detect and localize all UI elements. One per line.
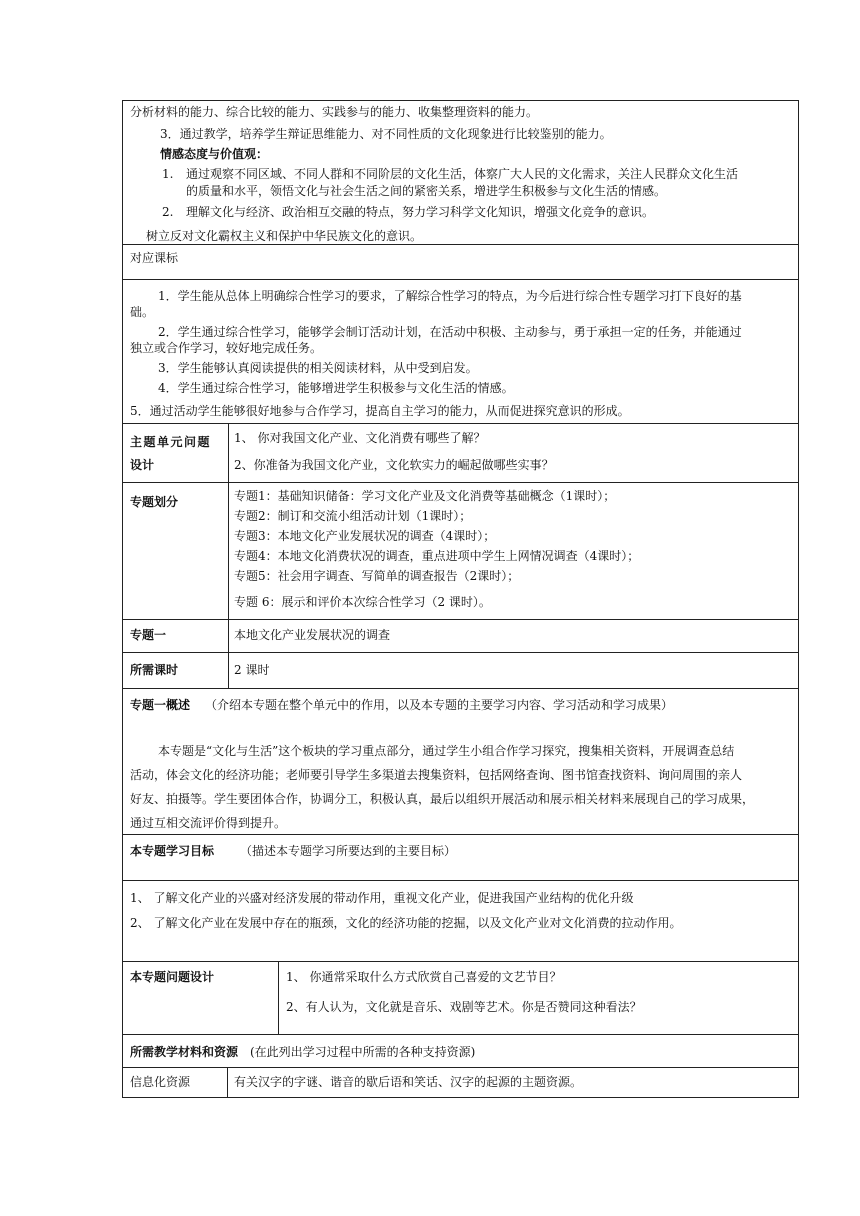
standard-item: 4．学生通过综合性学习，能够增进学生积极参与文化生活的情感。 bbox=[158, 381, 514, 395]
topic-item: 专题2：制订和交流小组活动计划（1课时）； bbox=[234, 509, 472, 523]
standard-item: 5．通过活动学生能够很好地参与合作学习，提高自主学习的能力，从而促进探究意识的形成。 bbox=[130, 404, 630, 418]
topic-division-label: 专题划分 bbox=[130, 495, 179, 509]
row-divider bbox=[122, 619, 799, 620]
row-divider bbox=[122, 482, 799, 483]
row-divider bbox=[122, 1067, 799, 1068]
standard-item: 1．学生能从总体上明确综合性学习的要求，了解综合性学习的特点，为今后进行综合性专题学习打下良好的基 bbox=[158, 289, 742, 303]
resources-hint: (在此列出学习过程中所需的各种支持资源) bbox=[250, 1045, 476, 1059]
column-divider bbox=[228, 423, 229, 688]
objective-line: 树立反对文化霸权主义和保护中华民族文化的意识。 bbox=[146, 229, 423, 243]
goals-hint: （描述本专题学习所要达到的主要目标） bbox=[240, 844, 457, 858]
overview-text: 好友、拍摄等。学生要团体合作，协调分工，积极认真，最后以组织开展活动和展示相关材料来展现自己的学习成果， bbox=[130, 792, 755, 806]
unit-question: 2、你准备为我国文化产业，文化软实力的崛起做哪些实事？ bbox=[234, 458, 554, 472]
row-divider bbox=[122, 961, 799, 962]
unit-question: 1、 你对我国文化产业、文化消费有哪些了解？ bbox=[234, 431, 486, 445]
values-item-number: 2. bbox=[162, 205, 174, 219]
standard-item: 2．学生通过综合性学习，能够学会制订活动计划，在活动中积极、主动参与，勇于承担一定的任务，并能通过 bbox=[158, 325, 742, 339]
row-divider bbox=[122, 423, 799, 424]
resources-label: 所需教学材料和资源 bbox=[130, 1045, 239, 1059]
topic-item: 专题5：社会用字调查、写简单的调查报告（2课时）； bbox=[234, 569, 520, 583]
topic-question: 1、 你通常采取什么方式欣赏自己喜爱的文艺节目？ bbox=[286, 970, 562, 984]
goal-item: 1、 了解文化产业的兴盛对经济发展的带动作用，重视文化产业，促进我国产业结构的优化升级 bbox=[130, 891, 634, 905]
standard-item: 础。 bbox=[130, 305, 155, 319]
info-resources-value: 有关汉字的字谜、谐音的歇后语和笑话、汉字的起源的主题资源。 bbox=[234, 1075, 583, 1089]
row-divider bbox=[122, 1034, 799, 1035]
topic-one-label: 专题一 bbox=[130, 628, 167, 642]
overview-text: 本专题是“文化与生活”这个板块的学习重点部分，通过学生小组合作学习探究，搜集相关资料，开展调查总结 bbox=[158, 744, 735, 758]
row-divider bbox=[122, 279, 799, 280]
topic-item: 专题 6：展示和评价本次综合性学习（2 课时）。 bbox=[234, 595, 491, 609]
hours-value: 2 课时 bbox=[234, 663, 270, 677]
standard-item: 3．学生能够认真阅读提供的相关阅读材料，从中受到启发。 bbox=[158, 361, 478, 375]
topic-one-value: 本地文化产业发展状况的调查 bbox=[234, 628, 391, 642]
topic-item: 专题3：本地文化产业发展状况的调查（4课时）； bbox=[234, 529, 496, 543]
topic-questions-label: 本专题问题设计 bbox=[130, 970, 215, 984]
hours-label: 所需课时 bbox=[130, 663, 179, 677]
objective-line: 分析材料的能力、综合比较的能力、实践参与的能力、收集整理资料的能力。 bbox=[130, 105, 539, 119]
values-item-text: 通过观察不同区域、不同人群和不同阶层的文化生活，体察广大人民的文化需求，关注人民群众文化生活 bbox=[186, 167, 739, 181]
overview-label: 专题一概述 bbox=[130, 698, 191, 712]
row-divider bbox=[122, 688, 799, 689]
info-resources-label: 信息化资源 bbox=[130, 1075, 191, 1089]
values-item-text: 理解文化与经济、政治相互交融的特点，努力学习科学文化知识，增强文化竞争的意识。 bbox=[186, 205, 655, 219]
standard-item: 独立或合作学习，较好地完成任务。 bbox=[130, 341, 323, 355]
topic-item: 专题4：本地文化消费状况的调查，重点进项中学生上网情况调查（4课时）； bbox=[234, 549, 640, 563]
row-divider bbox=[122, 244, 799, 245]
column-divider bbox=[227, 1067, 228, 1098]
overview-text: 通过互相交流评价得到提升。 bbox=[130, 816, 287, 830]
objective-line: 3．通过教学，培养学生辩证思维能力、对不同性质的文化现象进行比较鉴别的能力。 bbox=[160, 127, 612, 141]
unit-questions-label: 主题单元问题 bbox=[130, 435, 212, 449]
goal-item: 2、 了解文化产业在发展中存在的瓶颈，文化的经济功能的挖掘，以及文化产业对文化消费的拉动作用。 bbox=[130, 916, 682, 930]
row-divider bbox=[122, 834, 799, 835]
values-item-text: 的质量和水平，领悟文化与社会生活之间的紧密关系，增进学生积极参与文化生活的情感。 bbox=[186, 184, 667, 198]
goals-label: 本专题学习目标 bbox=[130, 844, 215, 858]
values-item-number: 1. bbox=[162, 167, 174, 181]
unit-questions-label: 设计 bbox=[130, 458, 155, 472]
row-divider bbox=[122, 880, 799, 881]
overview-hint: （介绍本专题在整个单元中的作用，以及本专题的主要学习内容、学习活动和学习成果） bbox=[205, 698, 674, 712]
topic-question: 2、有人认为，文化就是音乐、戏剧等艺术。你是否赞同这种看法？ bbox=[286, 1000, 642, 1014]
topic-item: 专题1：基础知识储备：学习文化产业及文化消费等基础概念（1课时）； bbox=[234, 489, 616, 503]
standards-header: 对应课标 bbox=[130, 251, 179, 265]
row-divider bbox=[122, 652, 799, 653]
overview-text: 活动，体会文化的经济功能；老师要引导学生多渠道去搜集资料，包括网络查询、图书馆查找资料、询问周围的亲人 bbox=[130, 768, 743, 782]
column-divider bbox=[278, 961, 279, 1034]
values-heading: 情感态度与价值观： bbox=[160, 147, 269, 161]
